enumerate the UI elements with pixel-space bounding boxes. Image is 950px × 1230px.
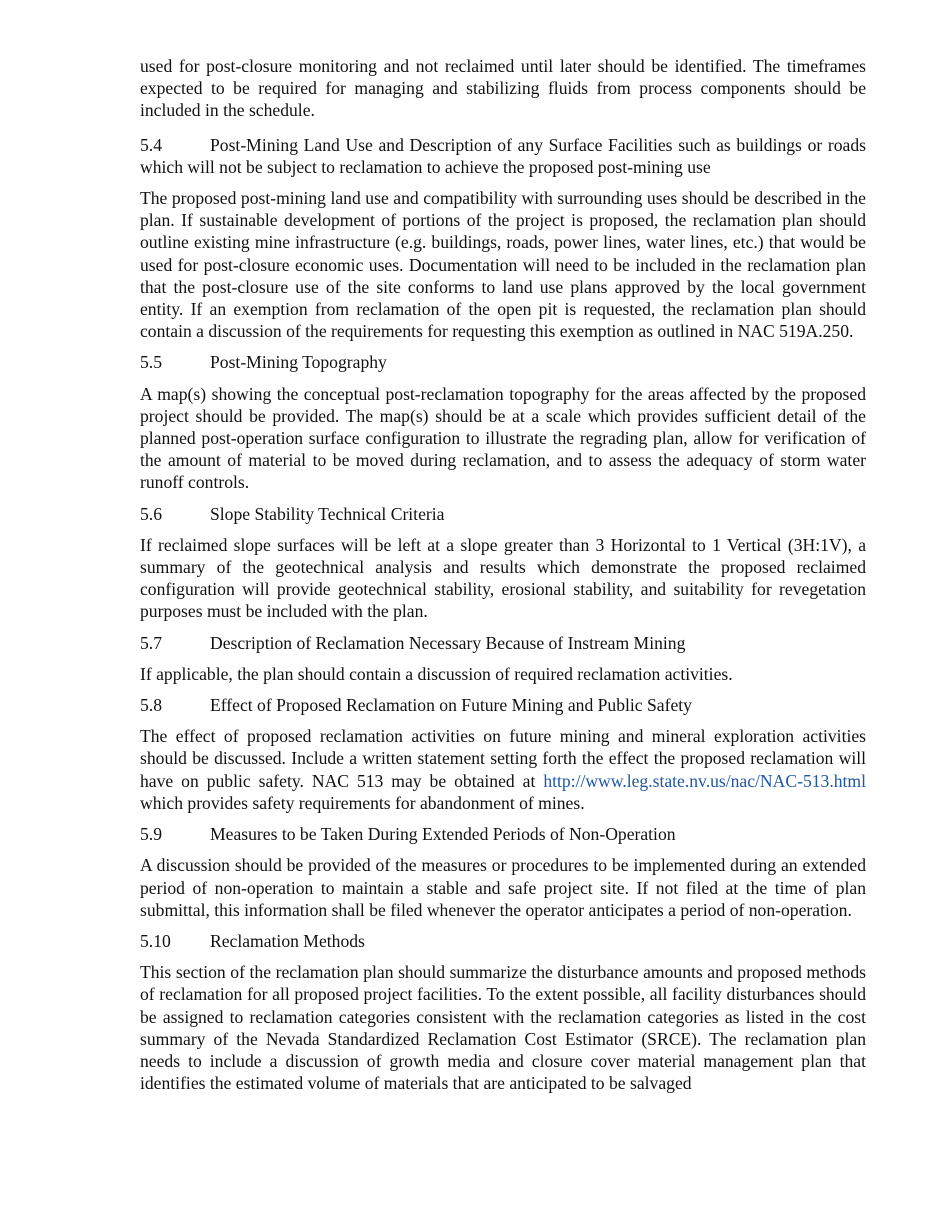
section-title: Post-Mining Land Use and Description of any Surface Facilities such as buildings or roads which will not be subject to reclamation to achieve the proposed post-mining use [140,134,866,177]
section-body-5-8 [140,725,866,814]
section-title: Reclamation Methods [210,930,365,951]
section-heading-5-5 [140,351,866,373]
section-number: 5.5 [140,352,162,373]
section-heading-5-10 [140,930,866,952]
section-heading-5-8 [140,694,866,716]
section-body-5-5: A map(s) showing the conceptual post-reclamation topography for the areas affected by the proposed project should be provided. The map(s) should be at a scale which provides sufficient detail of the planned post-operation surface configuration to illustrate the regrading plan, allow for verification of the amount of material to be moved during reclamation, and to assess the adequacy of storm water runoff controls. [140,383,866,493]
body-text: The effect of proposed reclamation activities on future mining and mineral exploration activities should be discussed. Include a written statement setting forth the effect the proposed reclamation will have on public safety. NAC 513 may be obtained at [140,726,866,791]
section-number: 5.6 [140,503,162,524]
section-heading-5-4 [140,134,866,178]
section-body-5-7: If applicable, the plan should contain a discussion of required reclamation activities. [140,663,733,684]
nac-513-link[interactable]: http://www.leg.state.nv.us/nac/NAC-513.html [543,770,866,791]
section-body-5-10: This section of the reclamation plan should summarize the disturbance amounts and proposed methods of reclamation for all proposed project facilities. To the extent possible, all facility disturbances should be assigned to reclamation categories consistent with the reclamation categories as listed in the cost summary of the Nevada Standardized Reclamation Cost Estimator (SRCE). The reclamation plan needs to include a discussion of growth media and closure cover material management plan that identifies the estimated volume of materials that are anticipated to be salvaged [140,962,866,1094]
section-title: Description of Reclamation Necessary Because of Instream Mining [210,632,686,653]
section-title: Post-Mining Topography [210,352,387,373]
section-title: Measures to be Taken During Extended Periods of Non-Operation [210,824,676,845]
section-heading-5-9 [140,823,866,845]
section-body-5-9: A discussion should be provided of the measures or procedures to be implemented during an extended period of non-operation to maintain a stable and safe project site. If not filed at the time of plan submittal, this information shall be filed whenever the operator anticipates a period of non-operation. [140,855,866,920]
section-number: 5.9 [140,824,162,845]
section-body-5-6: If reclaimed slope surfaces will be left at a slope greater than 3 Horizontal to 1 Vertical (3H:1V), a summary of the geotechnical analysis and results which demonstrate the proposed reclaimed configuration will provide geotechnical stability, erosional stability, and suitability for revegetation purposes must be included with the plan. [140,534,866,622]
section-number: 5.10 [140,930,171,951]
section-heading-5-7 [140,632,866,654]
section-title: Effect of Proposed Reclamation on Future Mining and Public Safety [210,695,692,716]
intro-paragraph: used for post-closure monitoring and not reclaimed until later should be identified. The timeframes expected to be required for managing and stabilizing fluids from process components should be included in the schedule. [140,56,866,121]
section-number: 5.7 [140,632,162,653]
body-text: which provides safety requirements for abandonment of mines. [140,792,585,813]
section-heading-5-6 [140,503,866,525]
section-number: 5.8 [140,695,162,716]
section-body-5-4: The proposed post-mining land use and compatibility with surrounding uses should be described in the plan. If sustainable development of portions of the project is proposed, the reclamation plan should outline existing mine infrastructure (e.g. buildings, roads, power lines, water lines, etc.) that would be used for post-closure economic uses. Documentation will need to be included in the reclamation plan that the post-closure use of the site conforms to land use plans approved by the local government entity. If an exemption from reclamation of the open pit is requested, the reclamation plan should contain a discussion of the requirements for requesting this exemption as outlined in NAC 519A.250. [140,188,866,342]
document-body [140,55,866,1094]
section-title: Slope Stability Technical Criteria [210,503,445,524]
section-number: 5.4 [140,134,162,155]
